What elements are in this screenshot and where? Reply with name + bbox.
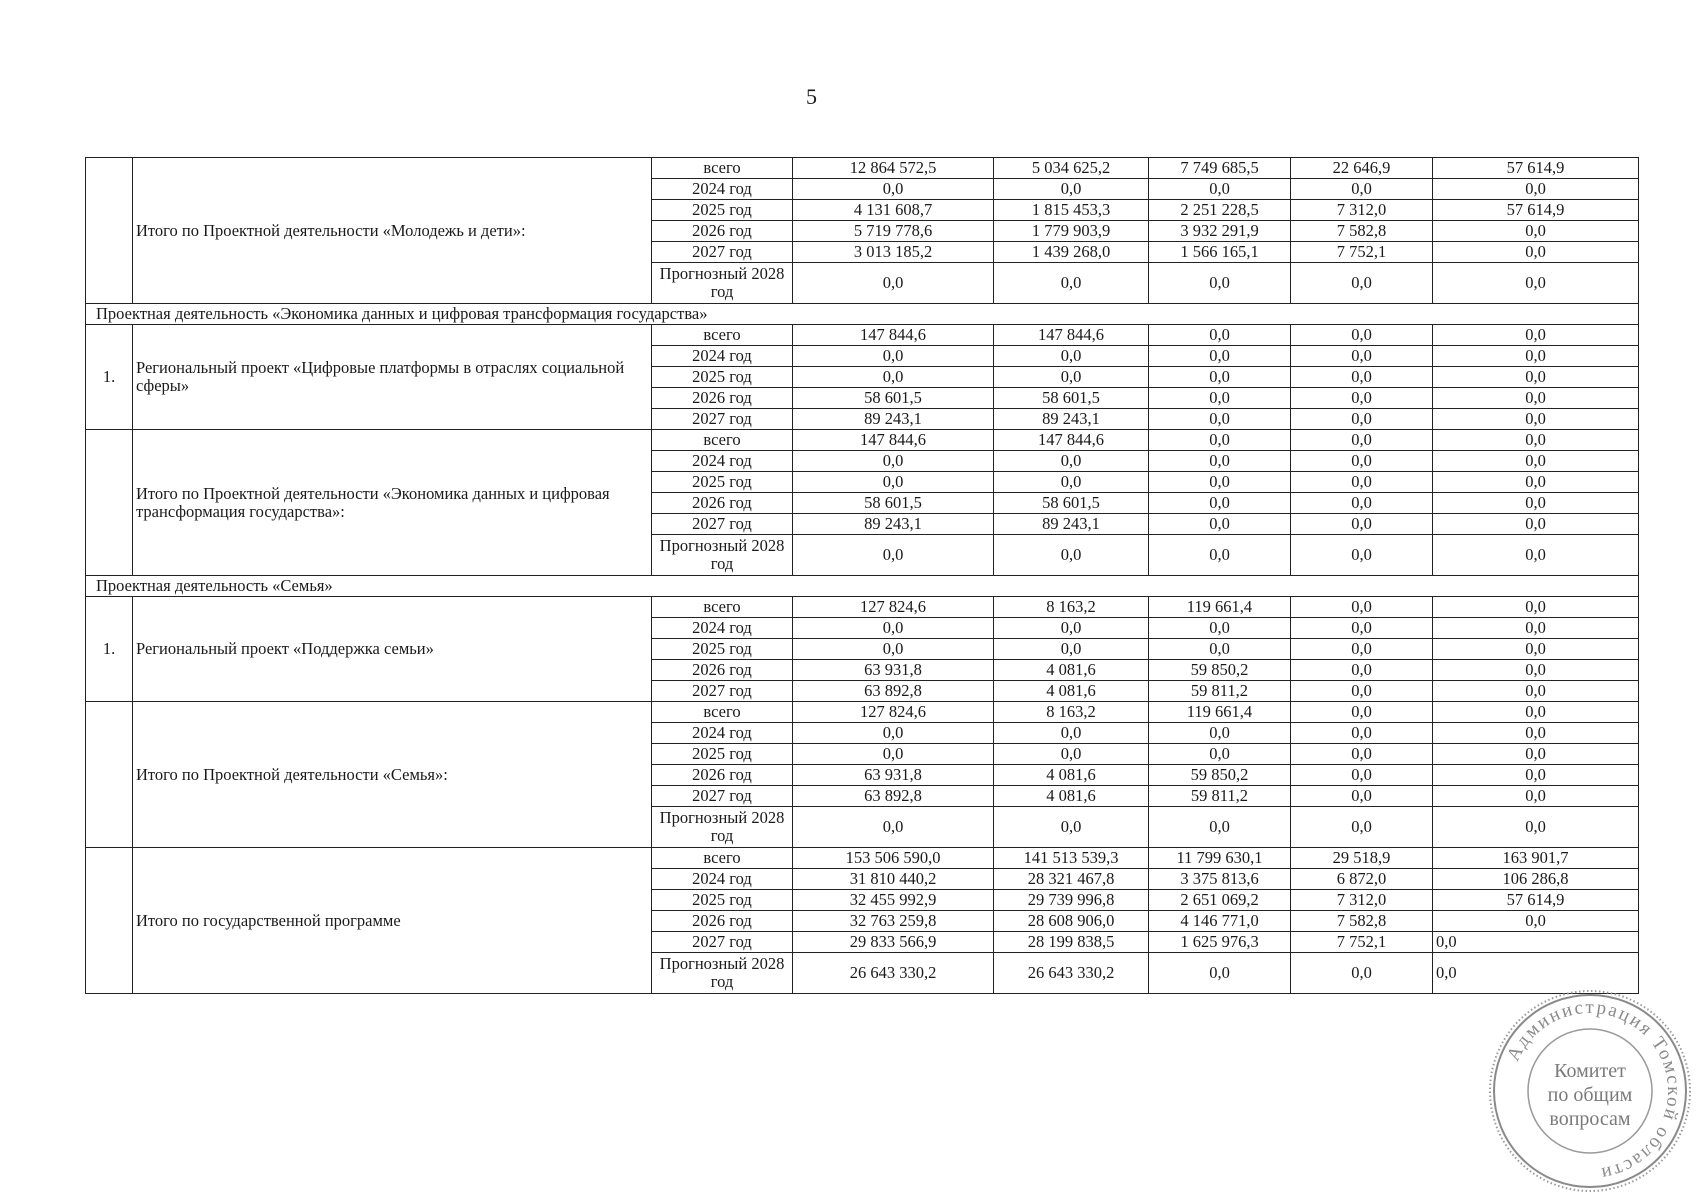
value-cell: 153 506 590,0 <box>793 848 994 869</box>
value-cell: 22 646,9 <box>1291 158 1433 179</box>
value-cell: 7 582,8 <box>1291 221 1433 242</box>
section-title: Проектная деятельность «Семья» <box>86 576 1639 597</box>
value-cell: 0,0 <box>1149 430 1291 451</box>
value-cell: 0,0 <box>793 639 994 660</box>
value-cell: 119 661,4 <box>1149 702 1291 723</box>
row-label: Региональный проект «Цифровые платформы в отраслях социальной сферы» <box>133 325 652 430</box>
value-cell: 3 013 185,2 <box>793 242 994 263</box>
value-cell: 0,0 <box>1433 242 1639 263</box>
value-cell: 0,0 <box>1433 911 1639 932</box>
value-cell: 0,0 <box>1291 409 1433 430</box>
value-cell: 0,0 <box>1291 263 1433 304</box>
value-cell: 0,0 <box>1291 597 1433 618</box>
value-cell: 0,0 <box>994 472 1149 493</box>
period-cell: 2025 год <box>652 639 793 660</box>
value-cell: 0,0 <box>1433 765 1639 786</box>
value-cell: 127 824,6 <box>793 597 994 618</box>
budget-table <box>85 157 1639 994</box>
period-cell: 2025 год <box>652 367 793 388</box>
value-cell: 0,0 <box>1433 639 1639 660</box>
value-cell: 0,0 <box>1149 618 1291 639</box>
value-cell: 0,0 <box>1433 493 1639 514</box>
value-cell: 0,0 <box>1291 953 1433 994</box>
row-number <box>86 702 133 848</box>
value-cell: 4 081,6 <box>994 681 1149 702</box>
value-cell: 0,0 <box>1433 953 1639 994</box>
value-cell: 0,0 <box>1291 660 1433 681</box>
period-cell: 2024 год <box>652 723 793 744</box>
stamp-line-3: вопросам <box>1549 1108 1631 1130</box>
table-row <box>86 325 1639 346</box>
period-cell: 2027 год <box>652 932 793 953</box>
period-cell: 2027 год <box>652 242 793 263</box>
section-header-row <box>86 304 1639 325</box>
value-cell: 29 739 996,8 <box>994 890 1149 911</box>
value-cell: 59 850,2 <box>1149 660 1291 681</box>
value-cell: 57 614,9 <box>1433 200 1639 221</box>
value-cell: 0,0 <box>1433 660 1639 681</box>
value-cell: 0,0 <box>1433 723 1639 744</box>
period-cell: Прогнозный 2028 год <box>652 807 793 848</box>
value-cell: 0,0 <box>793 472 994 493</box>
value-cell: 0,0 <box>994 179 1149 200</box>
value-cell: 0,0 <box>1149 325 1291 346</box>
value-cell: 0,0 <box>793 618 994 639</box>
value-cell: 0,0 <box>1433 430 1639 451</box>
value-cell: 63 931,8 <box>793 765 994 786</box>
value-cell: 26 643 330,2 <box>994 953 1149 994</box>
period-cell: 2024 год <box>652 618 793 639</box>
value-cell: 0,0 <box>1291 472 1433 493</box>
period-cell: 2026 год <box>652 911 793 932</box>
value-cell: 3 932 291,9 <box>1149 221 1291 242</box>
table-row <box>86 702 1639 723</box>
value-cell: 12 864 572,5 <box>793 158 994 179</box>
value-cell: 0,0 <box>1291 702 1433 723</box>
value-cell: 7 312,0 <box>1291 200 1433 221</box>
period-cell: 2027 год <box>652 514 793 535</box>
value-cell: 1 779 903,9 <box>994 221 1149 242</box>
value-cell: 127 824,6 <box>793 702 994 723</box>
value-cell: 0,0 <box>1149 388 1291 409</box>
value-cell: 0,0 <box>1291 723 1433 744</box>
value-cell: 0,0 <box>994 744 1149 765</box>
value-cell: 0,0 <box>1149 723 1291 744</box>
value-cell: 0,0 <box>1149 514 1291 535</box>
row-number: 1. <box>86 325 133 430</box>
value-cell: 163 901,7 <box>1433 848 1639 869</box>
period-cell: 2026 год <box>652 221 793 242</box>
period-cell: 2026 год <box>652 493 793 514</box>
value-cell: 2 251 228,5 <box>1149 200 1291 221</box>
period-cell: всего <box>652 158 793 179</box>
page-number: 5 <box>806 84 817 109</box>
period-cell: 2026 год <box>652 660 793 681</box>
value-cell: 1 439 268,0 <box>994 242 1149 263</box>
value-cell: 0,0 <box>994 639 1149 660</box>
table-row <box>86 597 1639 618</box>
row-number <box>86 158 133 304</box>
value-cell: 89 243,1 <box>994 514 1149 535</box>
row-label: Итого по Проектной деятельности «Молодежь и дети»: <box>133 158 652 304</box>
value-cell: 11 799 630,1 <box>1149 848 1291 869</box>
value-cell: 106 286,8 <box>1433 869 1639 890</box>
value-cell: 89 243,1 <box>793 514 994 535</box>
value-cell: 0,0 <box>1433 597 1639 618</box>
value-cell: 8 163,2 <box>994 597 1149 618</box>
period-cell: 2025 год <box>652 890 793 911</box>
section-header-row <box>86 576 1639 597</box>
value-cell: 7 582,8 <box>1291 911 1433 932</box>
value-cell: 58 601,5 <box>994 388 1149 409</box>
period-cell: всего <box>652 702 793 723</box>
value-cell: 6 872,0 <box>1291 869 1433 890</box>
value-cell: 0,0 <box>1433 807 1639 848</box>
period-cell: всего <box>652 848 793 869</box>
value-cell: 0,0 <box>1291 367 1433 388</box>
value-cell: 0,0 <box>1291 618 1433 639</box>
value-cell: 89 243,1 <box>793 409 994 430</box>
value-cell: 0,0 <box>1291 388 1433 409</box>
value-cell: 0,0 <box>1433 346 1639 367</box>
row-label: Итого по Проектной деятельности «Экономика данных и цифровая трансформация государства»: <box>133 430 652 576</box>
stamp-line-1: Комитет <box>1554 1060 1626 1082</box>
value-cell: 0,0 <box>1433 932 1639 953</box>
value-cell: 0,0 <box>994 263 1149 304</box>
value-cell: 147 844,6 <box>793 430 994 451</box>
value-cell: 0,0 <box>1433 179 1639 200</box>
value-cell: 4 131 608,7 <box>793 200 994 221</box>
period-cell: 2027 год <box>652 409 793 430</box>
value-cell: 0,0 <box>1149 367 1291 388</box>
period-cell: всего <box>652 325 793 346</box>
value-cell: 89 243,1 <box>994 409 1149 430</box>
value-cell: 29 833 566,9 <box>793 932 994 953</box>
value-cell: 2 651 069,2 <box>1149 890 1291 911</box>
value-cell: 0,0 <box>1291 765 1433 786</box>
value-cell: 63 892,8 <box>793 786 994 807</box>
period-cell: Прогнозный 2028 год <box>652 263 793 304</box>
value-cell: 0,0 <box>1149 472 1291 493</box>
stamp-ring-text: Администрация Томской области <box>1502 996 1685 1185</box>
value-cell: 0,0 <box>793 367 994 388</box>
value-cell: 0,0 <box>1291 807 1433 848</box>
value-cell: 0,0 <box>1433 535 1639 576</box>
value-cell: 0,0 <box>1291 346 1433 367</box>
period-cell: 2024 год <box>652 869 793 890</box>
row-label: Итого по государственной программе <box>133 848 652 994</box>
value-cell: 0,0 <box>1433 514 1639 535</box>
table-row <box>86 848 1639 869</box>
value-cell: 57 614,9 <box>1433 158 1639 179</box>
value-cell: 0,0 <box>793 744 994 765</box>
period-cell: 2025 год <box>652 472 793 493</box>
period-cell: всего <box>652 430 793 451</box>
value-cell: 0,0 <box>1433 409 1639 430</box>
value-cell: 0,0 <box>1291 493 1433 514</box>
value-cell: 0,0 <box>1291 430 1433 451</box>
value-cell: 119 661,4 <box>1149 597 1291 618</box>
value-cell: 0,0 <box>994 535 1149 576</box>
value-cell: 0,0 <box>1149 744 1291 765</box>
row-label: Региональный проект «Поддержка семьи» <box>133 597 652 702</box>
value-cell: 59 811,2 <box>1149 786 1291 807</box>
value-cell: 0,0 <box>1149 346 1291 367</box>
value-cell: 4 081,6 <box>994 786 1149 807</box>
value-cell: 0,0 <box>994 618 1149 639</box>
value-cell: 58 601,5 <box>793 493 994 514</box>
value-cell: 7 752,1 <box>1291 242 1433 263</box>
value-cell: 28 321 467,8 <box>994 869 1149 890</box>
value-cell: 7 749 685,5 <box>1149 158 1291 179</box>
period-cell: 2024 год <box>652 179 793 200</box>
period-cell: 2027 год <box>652 786 793 807</box>
row-number <box>86 848 133 994</box>
value-cell: 7 312,0 <box>1291 890 1433 911</box>
value-cell: 26 643 330,2 <box>793 953 994 994</box>
period-cell: 2024 год <box>652 346 793 367</box>
value-cell: 0,0 <box>994 807 1149 848</box>
stamp-line-2: по общим <box>1547 1084 1633 1106</box>
value-cell: 0,0 <box>793 723 994 744</box>
period-cell: 2027 год <box>652 681 793 702</box>
value-cell: 147 844,6 <box>994 325 1149 346</box>
value-cell: 58 601,5 <box>793 388 994 409</box>
value-cell: 0,0 <box>1291 514 1433 535</box>
value-cell: 0,0 <box>1433 744 1639 765</box>
period-cell: 2026 год <box>652 388 793 409</box>
row-label: Итого по Проектной деятельности «Семья»: <box>133 702 652 848</box>
section-title: Проектная деятельность «Экономика данных и цифровая трансформация государства» <box>86 304 1639 325</box>
value-cell: 32 763 259,8 <box>793 911 994 932</box>
table-row <box>86 430 1639 451</box>
period-cell: 2025 год <box>652 744 793 765</box>
value-cell: 4 081,6 <box>994 765 1149 786</box>
value-cell: 1 625 976,3 <box>1149 932 1291 953</box>
value-cell: 0,0 <box>1149 409 1291 430</box>
value-cell: 4 081,6 <box>994 660 1149 681</box>
value-cell: 0,0 <box>1291 744 1433 765</box>
value-cell: 63 931,8 <box>793 660 994 681</box>
period-cell: Прогнозный 2028 год <box>652 535 793 576</box>
value-cell: 0,0 <box>1149 493 1291 514</box>
value-cell: 0,0 <box>793 179 994 200</box>
seal-stamp <box>1484 985 1696 1197</box>
value-cell: 5 719 778,6 <box>793 221 994 242</box>
value-cell: 0,0 <box>1291 639 1433 660</box>
value-cell: 0,0 <box>1149 179 1291 200</box>
value-cell: 0,0 <box>1291 681 1433 702</box>
value-cell: 0,0 <box>1149 639 1291 660</box>
period-cell: 2025 год <box>652 200 793 221</box>
value-cell: 3 375 813,6 <box>1149 869 1291 890</box>
value-cell: 0,0 <box>793 535 994 576</box>
value-cell: 0,0 <box>1291 325 1433 346</box>
value-cell: 0,0 <box>1433 325 1639 346</box>
value-cell: 0,0 <box>1149 535 1291 576</box>
value-cell: 1 815 453,3 <box>994 200 1149 221</box>
value-cell: 0,0 <box>1291 535 1433 576</box>
value-cell: 1 566 165,1 <box>1149 242 1291 263</box>
value-cell: 4 146 771,0 <box>1149 911 1291 932</box>
value-cell: 0,0 <box>1433 451 1639 472</box>
period-cell: Прогнозный 2028 год <box>652 953 793 994</box>
value-cell: 0,0 <box>1433 221 1639 242</box>
value-cell: 0,0 <box>1433 786 1639 807</box>
value-cell: 0,0 <box>1291 179 1433 200</box>
period-cell: всего <box>652 597 793 618</box>
value-cell: 0,0 <box>1433 367 1639 388</box>
value-cell: 28 199 838,5 <box>994 932 1149 953</box>
value-cell: 5 034 625,2 <box>994 158 1149 179</box>
row-number <box>86 430 133 576</box>
value-cell: 32 455 992,9 <box>793 890 994 911</box>
value-cell: 0,0 <box>1149 451 1291 472</box>
value-cell: 147 844,6 <box>793 325 994 346</box>
value-cell: 0,0 <box>1149 807 1291 848</box>
value-cell: 0,0 <box>994 451 1149 472</box>
value-cell: 0,0 <box>1149 953 1291 994</box>
period-cell: 2026 год <box>652 765 793 786</box>
table-row <box>86 158 1639 179</box>
value-cell: 0,0 <box>793 346 994 367</box>
value-cell: 0,0 <box>1433 681 1639 702</box>
value-cell: 0,0 <box>1433 388 1639 409</box>
value-cell: 0,0 <box>1149 263 1291 304</box>
value-cell: 0,0 <box>994 723 1149 744</box>
value-cell: 28 608 906,0 <box>994 911 1149 932</box>
value-cell: 8 163,2 <box>994 702 1149 723</box>
value-cell: 0,0 <box>1433 263 1639 304</box>
value-cell: 0,0 <box>1291 451 1433 472</box>
value-cell: 0,0 <box>1433 618 1639 639</box>
value-cell: 29 518,9 <box>1291 848 1433 869</box>
value-cell: 0,0 <box>793 807 994 848</box>
value-cell: 147 844,6 <box>994 430 1149 451</box>
row-number: 1. <box>86 597 133 702</box>
value-cell: 141 513 539,3 <box>994 848 1149 869</box>
value-cell: 0,0 <box>1291 786 1433 807</box>
value-cell: 7 752,1 <box>1291 932 1433 953</box>
value-cell: 59 850,2 <box>1149 765 1291 786</box>
value-cell: 0,0 <box>1433 472 1639 493</box>
value-cell: 0,0 <box>1433 702 1639 723</box>
value-cell: 0,0 <box>994 346 1149 367</box>
value-cell: 58 601,5 <box>994 493 1149 514</box>
period-cell: 2024 год <box>652 451 793 472</box>
value-cell: 59 811,2 <box>1149 681 1291 702</box>
value-cell: 0,0 <box>994 367 1149 388</box>
value-cell: 63 892,8 <box>793 681 994 702</box>
value-cell: 57 614,9 <box>1433 890 1639 911</box>
value-cell: 0,0 <box>793 263 994 304</box>
value-cell: 0,0 <box>793 451 994 472</box>
value-cell: 31 810 440,2 <box>793 869 994 890</box>
